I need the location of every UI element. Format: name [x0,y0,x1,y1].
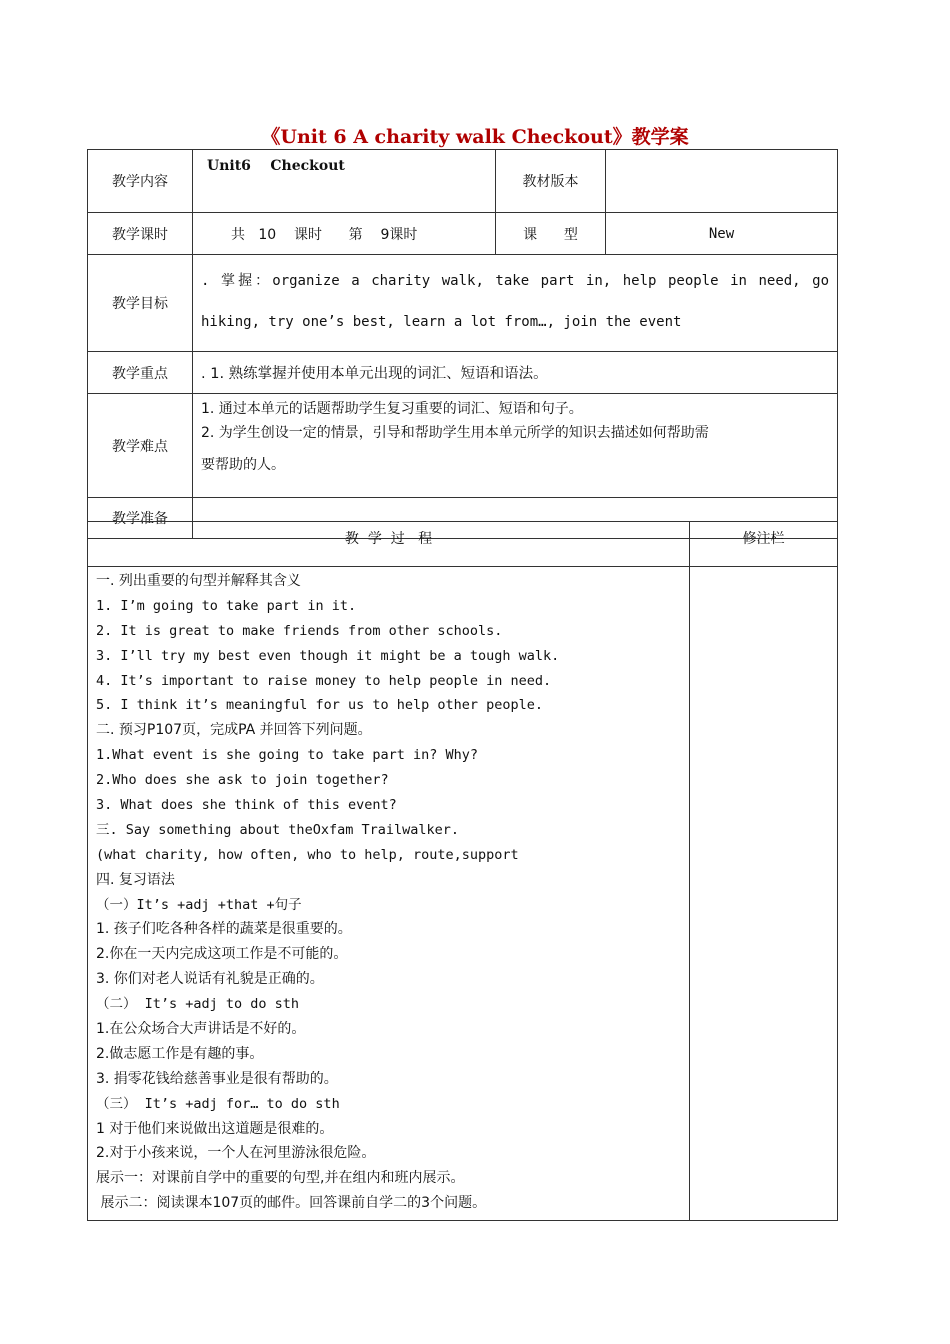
process-line: （二） It’s +adj to do sth [96,996,300,1013]
process-line: 1 对于他们来说做出这道题是很难的。 [96,1120,334,1137]
prep-label: 教学准备 [88,498,193,539]
type-value: New [606,213,838,255]
process-line: 展示二：阅读课本107页的邮件。回答课前自学二的3个问题。 [96,1195,487,1212]
info-table [87,149,838,539]
process-line: 2. It is great to make friends from other schools. [96,622,503,639]
process-line: 二. 预习P107页，完成PA 并回答下列问题。 [96,722,372,739]
process-header: 教 学 过 程 [88,522,690,567]
content-label: 教学内容 [88,150,193,213]
process-line: 四. 复习语法 [96,871,175,888]
goal-value: . 掌握：organize a charity walk, take part in, help people in need, go hiking, try one’s best, learn a lot from…, join the event [193,255,838,352]
difficulty-value [193,394,838,498]
period-value: 共 10 课时 第 9课时 [193,213,496,255]
difficulty-line: 2. 为学生创设一定的情景，引导和帮助学生用本单元所学的知识去描述如何帮助需 [201,425,709,441]
process-line: （三） It’s +adj for… to do sth [96,1095,340,1112]
difficulty-label: 教学难点 [88,394,193,498]
process-line: 3. 捐零花钱给慈善事业是很有帮助的。 [96,1070,338,1087]
process-line: 5. I think it’s meaningful for us to help other people. [96,697,544,714]
page-title: 《Unit 6 A charity walk Checkout》教学案 [261,126,689,148]
notes-column [690,567,838,1221]
notes-header: 修注栏 [690,522,838,567]
process-line: 展示一：对课前自学中的重要的句型,并在组内和班内展示。 [96,1170,465,1187]
edition-value [606,150,838,213]
process-line: 1.What event is she going to take part in? Why? [96,747,479,764]
focus-label: 教学重点 [88,352,193,394]
process-line: 1. I’m going to take part in it. [96,597,357,614]
process-line: 3. 你们对老人说话有礼貌是正确的。 [96,971,324,988]
process-line: 2.Who does she ask to join together? [96,772,389,789]
process-line: 2.对于小孩来说，一个人在河里游泳很危险。 [96,1145,376,1162]
process-line: 2.做志愿工作是有趣的事。 [96,1045,264,1062]
process-line: 4. It’s important to raise money to help people in need. [96,672,552,689]
goal-label: 教学目标 [88,255,193,352]
process-line: (what charity, how often, who to help, route,support [96,846,519,863]
type-label: 课 型 [496,213,606,255]
content-value: Unit6 Checkout [193,150,496,213]
process-body [88,567,690,1221]
process-line: 3. I’ll try my best even though it might be a tough walk. [96,647,560,664]
process-table [87,521,838,1221]
process-line: 1.在公众场合大声讲话是不好的。 [96,1021,306,1038]
process-line: 3. What does she think of this event? [96,797,397,814]
difficulty-line: 要帮助的人。 [201,457,285,473]
process-line: 三. Say something about theOxfam Trailwalker. [96,821,459,838]
edition-label: 教材版本 [496,150,606,213]
period-label: 教学课时 [88,213,193,255]
process-line: 一. 列出重要的句型并解释其含义 [96,573,301,589]
process-line: 2.你在一天内完成这项工作是不可能的。 [96,946,348,963]
process-line: 1. 孩子们吃各种各样的蔬菜是很重要的。 [96,921,352,938]
process-line: （一）It’s +adj +that +句子 [96,896,302,913]
focus-value: . 1. 熟练掌握并使用本单元出现的词汇、短语和语法。 [193,352,838,394]
difficulty-line: 1. 通过本单元的话题帮助学生复习重要的词汇、短语和句子。 [201,401,583,417]
